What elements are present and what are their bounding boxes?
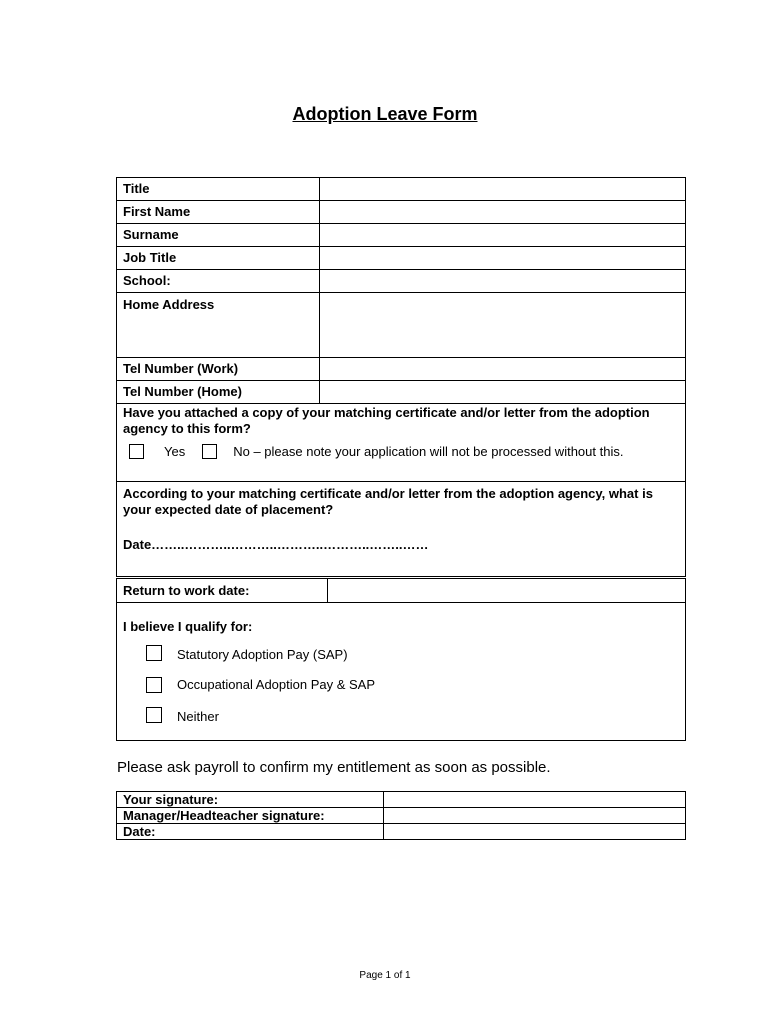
signature-input[interactable] xyxy=(384,824,686,840)
neither-checkbox[interactable] xyxy=(146,707,162,723)
field-row-surname xyxy=(117,224,686,247)
qualify-option-sap xyxy=(146,644,679,662)
no-checkbox[interactable] xyxy=(202,444,217,459)
signature-table xyxy=(116,791,686,840)
field-input-tel-work[interactable] xyxy=(320,358,686,381)
return-row xyxy=(117,579,686,603)
field-row-job-title xyxy=(117,247,686,270)
signature-input[interactable] xyxy=(384,808,686,824)
certificate-options xyxy=(123,444,679,459)
qualify-row xyxy=(117,603,686,741)
details-table xyxy=(116,177,686,577)
field-row-home-address xyxy=(117,293,686,358)
signature-row xyxy=(117,792,686,808)
qualify-heading: I believe I qualify for: xyxy=(123,619,253,634)
return-label: Return to work date: xyxy=(117,579,328,603)
signature-input[interactable] xyxy=(384,792,686,808)
page-number: Page 1 of 1 xyxy=(359,970,411,981)
field-row-title xyxy=(117,178,686,201)
return-date-input[interactable] xyxy=(328,579,686,603)
yes-checkbox[interactable] xyxy=(129,444,144,459)
signature-label: Your signature: xyxy=(117,792,384,808)
field-label: Home Address xyxy=(117,293,320,358)
sap-label: Statutory Adoption Pay (SAP) xyxy=(177,647,348,662)
return-table xyxy=(116,578,686,741)
placement-row xyxy=(117,482,686,577)
signature-row xyxy=(117,808,686,824)
field-label: Surname xyxy=(117,224,320,247)
oap-checkbox[interactable] xyxy=(146,677,162,693)
field-input-surname[interactable] xyxy=(320,224,686,247)
certificate-cell xyxy=(117,404,686,482)
placement-question: According to your matching certificate and/or letter from the adoption agency, what is your expected date of placement? xyxy=(123,486,653,517)
signature-row xyxy=(117,824,686,840)
field-row-tel-work xyxy=(117,358,686,381)
field-row-tel-home xyxy=(117,381,686,404)
field-input-school[interactable] xyxy=(320,270,686,293)
form-title: Adoption Leave Form xyxy=(292,104,478,124)
qualify-option-neither xyxy=(146,706,679,724)
qualify-cell xyxy=(117,603,686,741)
field-row-first-name xyxy=(117,201,686,224)
signature-label: Date: xyxy=(117,824,384,840)
field-input-job-title[interactable] xyxy=(320,247,686,270)
field-label: First Name xyxy=(117,201,320,224)
field-label: Tel Number (Work) xyxy=(117,358,320,381)
yes-label: Yes xyxy=(164,444,186,459)
field-row-school xyxy=(117,270,686,293)
field-label: Tel Number (Home) xyxy=(117,381,320,404)
certificate-question: Have you attached a copy of your matching certificate and/or letter from the adoption agency to this form? xyxy=(123,405,650,436)
neither-label: Neither xyxy=(177,709,219,724)
payroll-note: Please ask payroll to confirm my entitlement as soon as possible. xyxy=(117,759,551,776)
no-label: No – please note your application will not be processed without this. xyxy=(233,444,624,459)
oap-label: Occupational Adoption Pay & SAP xyxy=(177,676,376,692)
field-input-first-name[interactable] xyxy=(320,201,686,224)
sap-checkbox[interactable] xyxy=(146,645,162,661)
qualify-option-oap xyxy=(146,677,679,693)
placement-cell xyxy=(117,482,686,577)
field-input-tel-home[interactable] xyxy=(320,381,686,404)
field-label: Job Title xyxy=(117,247,320,270)
placement-date-field[interactable]: Date……..………..………..………..………..……..…… xyxy=(123,537,429,552)
field-input-home-address[interactable] xyxy=(320,293,686,358)
certificate-row xyxy=(117,404,686,482)
field-label: Title xyxy=(117,178,320,201)
field-input-title[interactable] xyxy=(320,178,686,201)
signature-label: Manager/Headteacher signature: xyxy=(117,808,384,824)
field-label: School: xyxy=(117,270,320,293)
